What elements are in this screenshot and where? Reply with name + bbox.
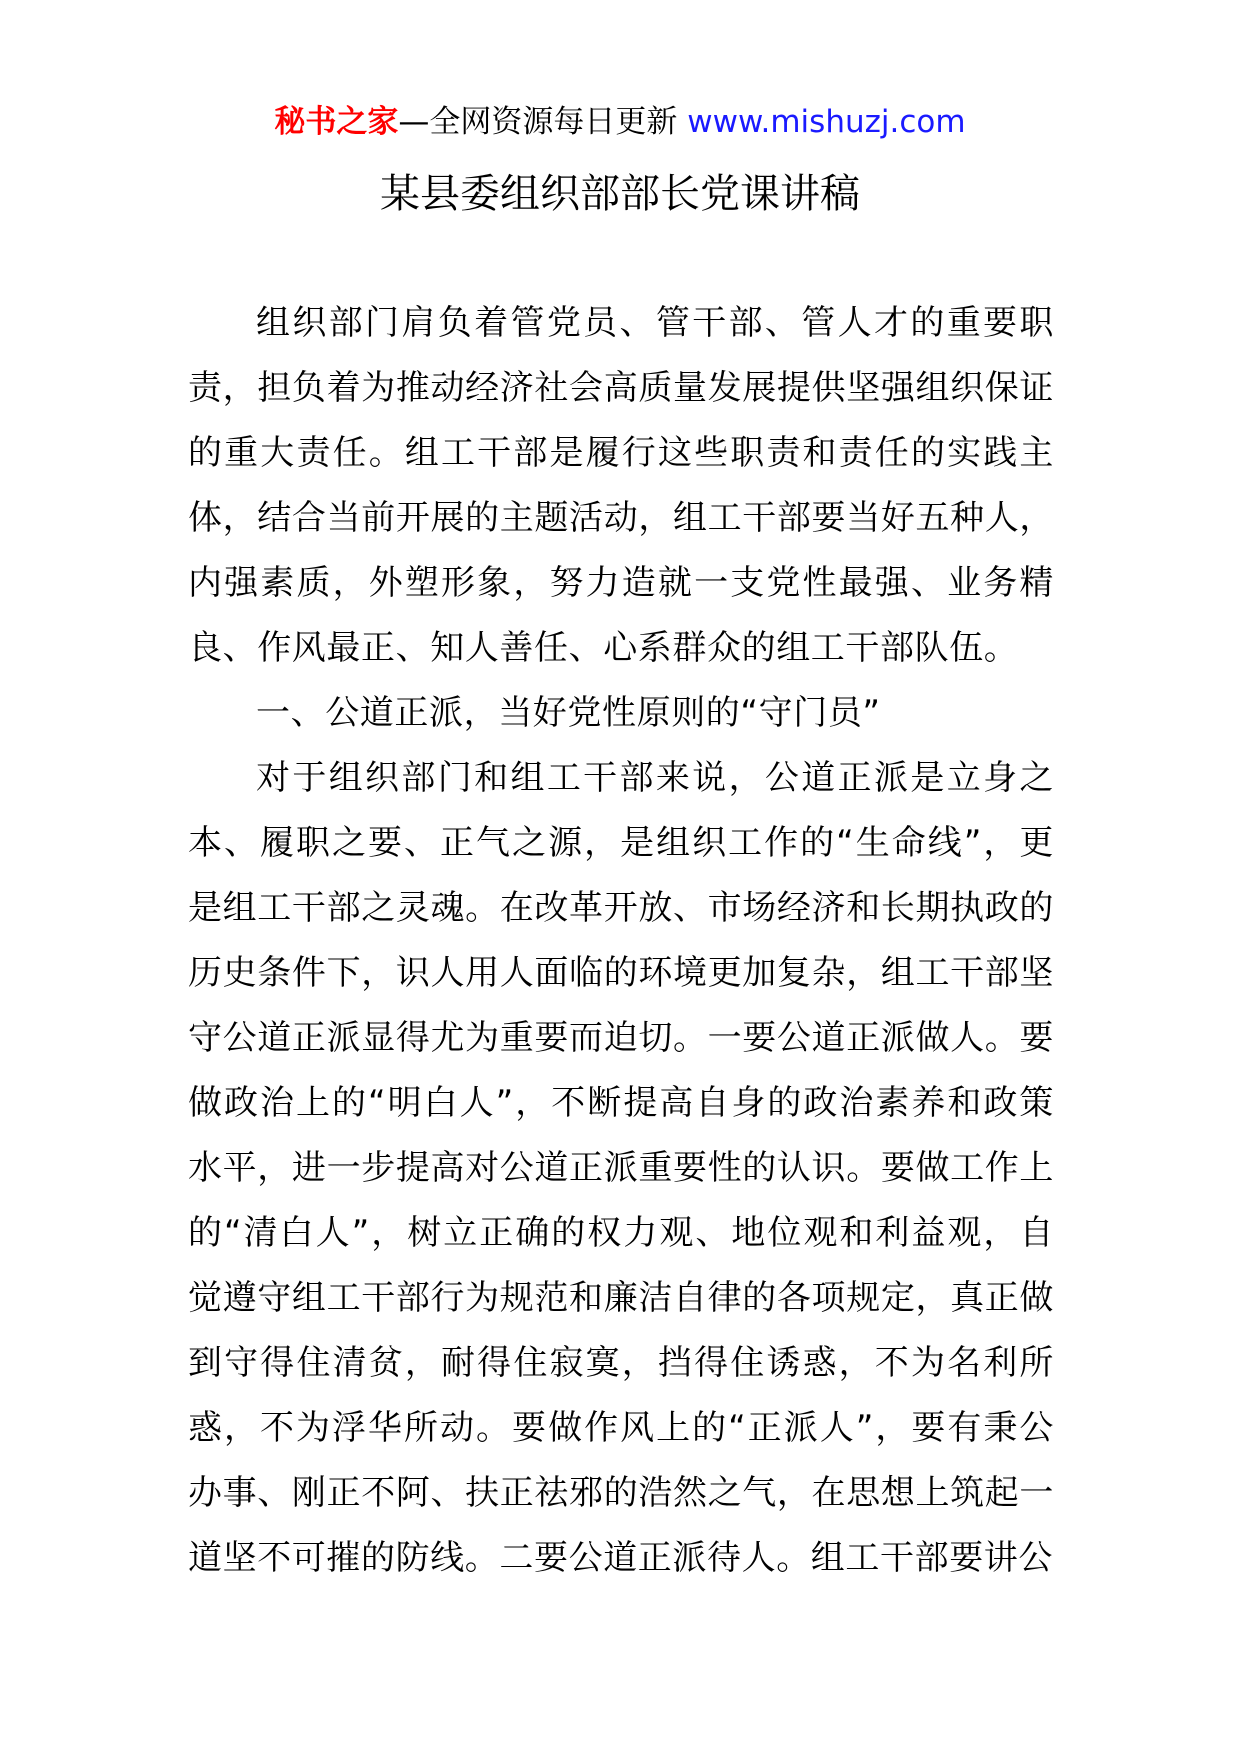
site-header bbox=[0, 100, 1240, 144]
site-brand: 秘书之家 bbox=[274, 104, 399, 140]
paragraph: 对于组织部门和组工干部来说，公道正派是立身之本、履职之要、正气之源，是组织工作的“生命线”，更是组工干部之灵魂。在改革开放、市场经济和长期执政的历史条件下，识人用人面临的环境更加复杂，组工干部坚守公道正派显得尤为重要而迫切。一要公道正派做人。要做政治上的“明白人”，不断提高自身的政治素养和政策水平，进一步提高对公道正派重要性的认识。要做工作上的“清白人”，树立正确的权力观、地位观和利益观，自觉遵守组工干部行为规范和廉洁自律的各项规定，真正做到守得住清贫，耐得住寂寞，挡得住诱惑，不为名利所惑，不为浮华所动。要做作风上的“正派人”，要有秉公办事、刚正不阿、扶正祛邪的浩然之气，在思想上筑起一道坚不可摧的防线。二要公道正派待人。组工干部要讲公 bbox=[188, 758, 1054, 1578]
document-body bbox=[188, 291, 1054, 1591]
section-heading: 一、公道正派，当好党性原则的“守门员” bbox=[256, 693, 881, 733]
site-url[interactable]: www.mishuzj.com bbox=[687, 104, 966, 140]
site-tagline: —全网资源每日更新 bbox=[398, 104, 688, 140]
paragraph: 组织部门肩负着管党员、管干部、管人才的重要职责，担负着为推动经济社会高质量发展提供坚强组织保证的重大责任。组工干部是履行这些职责和责任的实践主体，结合当前开展的主题活动，组工干部要当好五种人，内强素质，外塑形象，努力造就一支党性最强、业务精良、作风最正、知人善任、心系群众的组工干部队伍。 bbox=[188, 303, 1054, 668]
document-title: 某县委组织部部长党课讲稿 bbox=[380, 171, 860, 217]
